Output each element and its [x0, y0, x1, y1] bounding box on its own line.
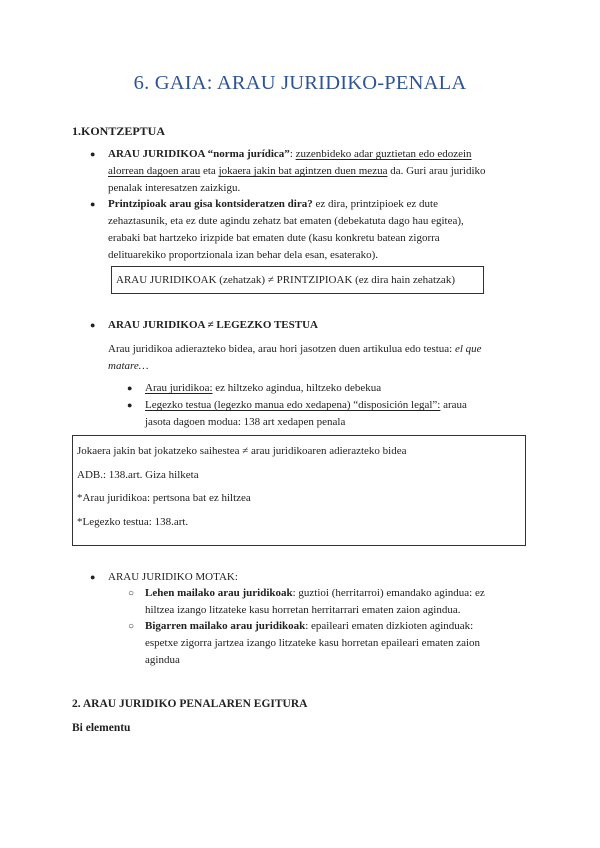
bullet-icon: ● [90, 199, 96, 209]
bullet-icon: ● [127, 400, 133, 410]
example-box-line: Jokaera jakin bat jokatzeko saihestea ≠ arau juridikoaren adierazteko bidea [77, 445, 407, 457]
underlined-text: zuzenbideko adar guztietan edo edozein [295, 148, 472, 160]
question-bold: Printzipioak arau gisa kontsideratzen dira? [108, 198, 313, 210]
section-1-heading: 1.KONTZEPTUA [72, 124, 166, 138]
arau-motak-heading: ARAU JURIDIKO MOTAK: [108, 571, 238, 583]
sub-item-legezko-testua: Legezko testua (legezko manua edo xedapena) “disposición legal”: araua jasota dagoen modua: 138 art xedapen penala [145, 399, 467, 428]
bullet-icon: ● [90, 149, 96, 159]
section-2-subheading: Bi elementu [72, 722, 131, 734]
example-box-line: ADB.: 138.art. Giza hilketa [77, 469, 199, 481]
lehen-mailako-item: Lehen mailako arau juridikoak: guztioi (herritarroi) emandako agindua: ez hiltzea izango litzateke kasu horretan herritarrari ematen zaion agindua. [145, 587, 485, 616]
bullet-icon: ● [90, 320, 96, 330]
underlined-text: alorrean dagoen arau [108, 165, 201, 177]
circle-bullet-icon: ○ [128, 588, 135, 599]
arau-vs-testua-heading: ARAU JURIDIKOA ≠ LEGEZKO TESTUA [108, 319, 318, 331]
bigarren-mailako-item: Bigarren mailako arau juridikoak: epaileari ematen dizkioten aginduak: espetxe zigorra jartzea izango litzateke kasu horretan epaileari ematen zaion agindua [145, 620, 481, 666]
term-bold: ARAU JURIDIKOA “norma jurídica” [108, 148, 290, 160]
example-box [72, 435, 526, 546]
comparison-box: ARAU JURIDIKOAK (zehatzak) ≠ PRINTZIPIOAK (ez dira hain zehatzak) [111, 266, 484, 294]
arau-testua-paragraph: Arau juridikoa adierazteko bidea, arau hori jasotzen duen artikulua edo testua: el que matare… [108, 343, 482, 372]
sub-item-arau-juridikoa: Arau juridikoa: ez hiltzeko agindua, hiltzeko debekua [145, 382, 382, 394]
document-title: 6. GAIA: ARAU JURIDIKO-PENALA [133, 72, 467, 94]
bullet-icon: ● [127, 383, 133, 393]
bullet-icon: ● [90, 572, 96, 582]
arau-juridikoa-definition: ARAU JURIDIKOA “norma jurídica”: zuzenbideko adar guztietan edo edozein alorrean dagoen arau eta jokaera jakin bat agintzen duen mezua da. Guri arau juridiko penalak interesatzen zaizkigu. [108, 148, 486, 194]
example-box-line: *Arau juridikoa: pertsona bat ez hiltzea [77, 492, 251, 504]
example-box-line: *Legezko testua: 138.art. [77, 516, 189, 528]
printzipioak-paragraph: Printzipioak arau gisa kontsideratzen dira? ez dira, printzipioek ez dute zehaztasunik, eta ez dute agindu zehatz bat ematen (debekatuta dago hau egitea), erabaki bat hartzeko irizpide bat ematen dute (kasu konkretu batean zigorra delituarekiko proportzionala izan behar dela esan, esaterako). [108, 198, 464, 261]
section-2-heading: 2. ARAU JURIDIKO PENALAREN EGITURA [72, 698, 308, 710]
underlined-text: jokaera jakin bat agintzen duen mezua [218, 165, 388, 177]
circle-bullet-icon: ○ [128, 621, 135, 632]
